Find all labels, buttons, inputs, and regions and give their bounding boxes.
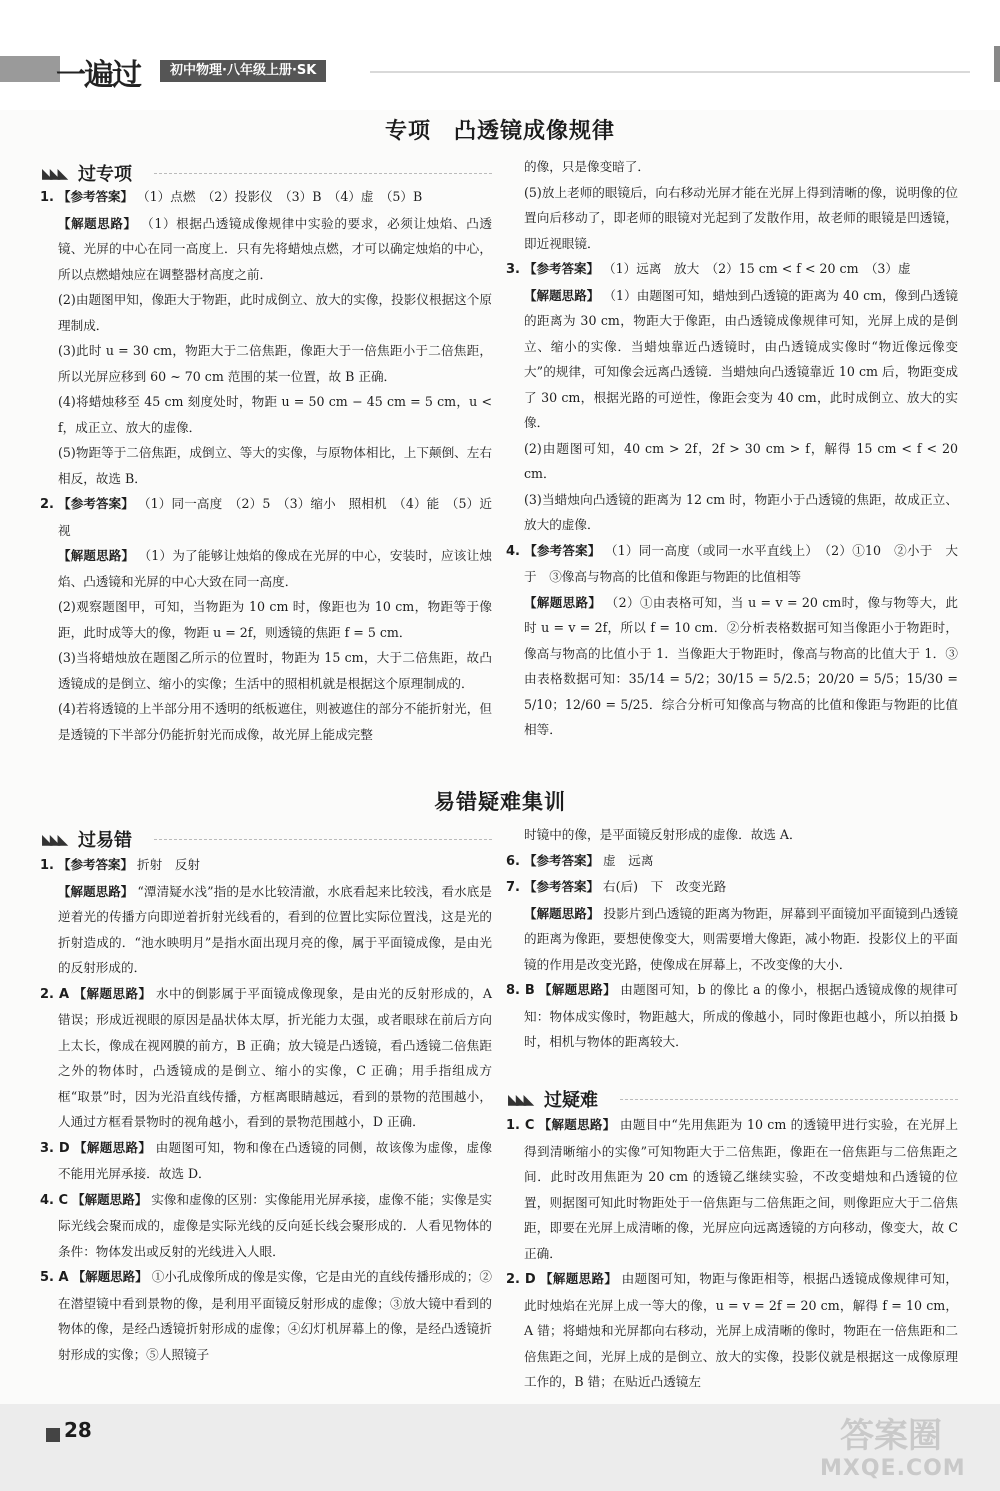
paragraph <box>40 1135 492 1187</box>
section-title-main: 专项 凸透镜成像规律 <box>384 119 615 144</box>
column-top-right <box>506 154 958 754</box>
paragraph-text: （1）为了能够让烛焰的像成在光屏的中心，安装时，应该让烛焰、凸透镜和光屏的中心大致在同一高度． <box>58 548 492 589</box>
paragraph-text: 由题图可知，b 的像比 a 的像小，根据凸透镜成像的规律可知：物体成实像时，物距越大，所成的像越小，同时像距也越小，所以拍摄 b 时，相机与物体的距离较大． <box>524 982 958 1049</box>
paragraph-text: (3)当蜡烛向凸透镜的距离为 12 cm 时，物距小于凸透镜的焦距，故成正立、放大的虚像． <box>524 491 958 532</box>
paragraph <box>506 283 958 436</box>
paragraph-text: 虚 远离 <box>603 852 654 868</box>
chevron-dots-icon: ◣◣◣ <box>508 1092 532 1108</box>
paragraph-text: 折射 反射 <box>137 857 200 872</box>
answer-tag: 【解题思路】 <box>524 287 600 303</box>
paragraph <box>40 1187 492 1265</box>
answer-tag: 【解题思路】 <box>58 883 134 899</box>
paragraph-text: （1）同一高度（或同一水平直线上） （2）①10 ②小于 大于 ③像高与物高的比值和像距与物距的比值相等 <box>524 542 958 584</box>
answer-tag: 【解题思路】 <box>73 985 152 1001</box>
answer-tag: 【解题思路】 <box>72 1191 148 1207</box>
edge-tab-mark <box>994 46 1000 82</box>
paragraph-text: 实像和虚像的区别：实像能用光屏承接，虚像不能；实像是实际光线会聚而成的，虚像是实际光线的反向延长线会聚形成的．人看见物体的条件：物体发出或反射的光线进入人眼． <box>58 1191 492 1259</box>
answer-tag: 【参考答案】 <box>524 852 600 868</box>
section-label: 过专项 <box>78 164 132 185</box>
page-number: 28 <box>64 1418 92 1442</box>
paragraph-text: （1）根据凸透镜成像规律中实验的要求，必须让烛焰、凸透镜、光屏的中心在同一高度上．只有先将蜡烛点燃，才可以确定烛焰的中心，所以点燃蜡烛应在调整器材高度之前． <box>58 215 492 282</box>
paragraph-text: 由题图可知，物和像在凸透镜的同侧，故该像为虚像，虚像不能用光屏承接．故选 D． <box>58 1139 492 1181</box>
paragraph-text: (4)将蜡烛移至 45 cm 刻度处时，物距 u = 50 cm − 45 cm = 5 cm，u < f，成正立、放大的虚像． <box>58 394 492 435</box>
paragraph <box>506 848 958 875</box>
paragraph-text: （1）点燃 （2）投影仪 （3）B （4）虚 （5）B <box>137 189 423 204</box>
dashed-rule <box>620 1099 958 1100</box>
paragraph <box>506 154 958 180</box>
paragraph <box>506 180 958 257</box>
dashed-rule <box>154 839 492 840</box>
paragraph-text: 水中的倒影属于平面镜成像现象，是由光的反射形成的，A 错误；形成近视眼的原因是晶状体太厚，折光能力太强，或者眼球在前后方向上太长，像成在视网膜的前方，B 正确；放大镜是凸透镜，看凸透镜二倍焦距之外的物体时，凸透镜成的是倒立、缩小的实像，C 正确；用手指组成方框“取景”时，因为光沿直线传播，方框离眼睛越远，看到的景物的范围越小，人通过方框看景物时的视角越小，看到的景物范围越小，D 正确． <box>58 985 492 1129</box>
paragraph <box>506 436 958 487</box>
paragraph <box>40 981 492 1135</box>
watermark-logo: 答案圈 <box>840 1416 942 1456</box>
answer-tag: 【解题思路】 <box>524 594 602 610</box>
paragraph <box>506 590 958 743</box>
section-label: 过易错 <box>78 830 132 851</box>
paragraph-text: （1）远离 放大 （2）15 cm < f < 20 cm （3）虚 <box>603 261 911 276</box>
paragraph-text: 由题图可知，物距与像距相等，根据凸透镜成像规律可知，此时烛焰在光屏上成一等大的像，u = v = 2f = 20 cm，解得 f = 10 cm，A 错；将蜡烛和光屏都向右移动，光屏上成清晰的像时，物距在一倍焦距和二倍焦距之间，光屏上成的是倒立、放大的实像，投影仪就是根据这一成像原理工作的，B 错；在贴近凸透镜左 <box>524 1271 958 1389</box>
paragraph-text: 投影片到凸透镜的距离为物距，屏幕到平面镜加平面镜到凸透镜的距离为像距，要想使像变大，则需要增大像距，减小物距．投影仪上的平面镜的作用是改变光路，使像成在屏幕上，不改变像的大小． <box>524 905 958 972</box>
paragraph-text: 右(后) 下 改变光路 <box>603 879 727 894</box>
chevron-dots-icon: ◣◣◣ <box>42 166 66 182</box>
paragraph <box>40 440 492 491</box>
answer-tag: 【参考答案】 <box>58 189 134 204</box>
watermark-url: MXQE.COM <box>820 1456 966 1481</box>
question-number: 3. D <box>40 1140 70 1156</box>
question-number: 3. <box>506 262 520 277</box>
answer-tag: 【参考答案】 <box>524 542 601 558</box>
answer-tag: 【参考答案】 <box>58 496 134 511</box>
question-number: 4. C <box>40 1192 69 1208</box>
section-label: 过疑难 <box>544 1090 598 1111</box>
paragraph <box>40 211 492 288</box>
question-number: 2. <box>40 497 54 512</box>
paragraph-text: （1）同一高度 （2）5 （3）缩小 照相机 （4）能 （5）近视 <box>58 496 492 538</box>
paragraph-text: 由题目中“先用焦距为 10 cm 的透镜甲进行实验，在光屏上得到清晰缩小的实像”可知物距大于二倍焦距，像距在一倍焦距与二倍焦距之间．此时改用焦距为 20 cm 的透镜乙继续实验，不改变蜡烛和凸透镜的位置，则据图可知此时物距处于一倍焦距与二倍焦距之间，则像距应大于二倍焦距，即要在光屏上成清晰的像，光屏应向远离透镜的方向移动，像变大，故 C 正确． <box>524 1117 958 1261</box>
answer-tag: 【解题思路】 <box>74 1139 152 1155</box>
paragraph <box>40 184 492 211</box>
question-number: 8. B <box>506 983 535 998</box>
answer-tag: 【解题思路】 <box>540 1271 618 1286</box>
paragraph <box>506 822 958 848</box>
paragraph <box>40 852 492 879</box>
dashed-rule <box>154 173 492 174</box>
answer-tag: 【解题思路】 <box>58 215 137 231</box>
paragraph <box>40 1264 492 1367</box>
paragraph-text: （2）①由表格可知，当 u = v = 20 cm时，像与物等大，此时 u = v = 2f，所以 f = 10 cm．②分析表格数据可知当像距小于物距时，像高与物高的比值小于 1．当像距大于物距时，像高与物高的比值大于 1．③由表格数据可知：35/14 = 5/2；30/15 = 5/2.5；20/20 = 5/5；15/30 = 5/10；12/60 = 5/25．综合分析可知像高与物高的比值和像距与物距的比值相等． <box>524 594 958 737</box>
paragraph-text: (2)由题图可知，40 cm > 2f，2f > 30 cm > f，解得 15 cm < f < 20 cm． <box>524 440 958 481</box>
answer-tag: 【解题思路】 <box>72 1269 148 1284</box>
series-tag: 初中物理·八年级上册·SK <box>160 60 326 82</box>
paragraph-text: （1）由题图可知，蜡烛到凸透镜的距离为 40 cm，像到凸透镜的距离为 30 cm，物距大于像距，由凸透镜成像规律可知，光屏上成的是倒立、缩小的实像．当蜡烛靠近凸透镜时，由凸透镜成实像时“物近像远像变大”的规律，可知像会远离凸透镜．当蜡烛向凸透镜靠近 10 cm 后，物距变成了 30 cm，根据光路的可逆性，像距会变为 40 cm，此时成倒立、放大的实像． <box>524 287 958 430</box>
paragraph <box>506 1112 958 1266</box>
paragraph <box>506 256 958 283</box>
answer-tag: 【解题思路】 <box>538 1117 616 1132</box>
paragraph <box>40 287 492 338</box>
question-number: 2. A <box>40 986 70 1002</box>
column-top-left <box>40 184 492 764</box>
paragraph <box>40 879 492 981</box>
paragraph-text: (4)若将透镜的上半部分用不透明的纸板遮住，则被遮住的部分不能折射光，但是透镜的下半部分仍能折射光而成像，故光屏上能成完整 <box>58 701 492 742</box>
page-number-marker <box>46 1428 60 1442</box>
section-head-guo-yi-cuo <box>42 826 492 852</box>
paragraph-text: 时镜中的像，是平面镜反射形成的虚像．故选 A． <box>524 827 802 842</box>
paragraph-text: (3)此时 u = 30 cm，物距大于二倍焦距，像距大于一倍焦距小于二倍焦距，所以光屏应移到 60 ~ 70 cm 范围的某一位置，故 B 正确． <box>58 343 492 384</box>
question-number: 1. C <box>506 1118 535 1133</box>
paragraph <box>40 594 492 645</box>
paragraph-text: ①小孔成像所成的像是实像，它是由光的直线传播形成的；②在潜望镜中看到景物的像，是利用平面镜反射形成的虚像；③放大镜中看到的物体的像，是经凸透镜折射形成的虚像；④幻灯机屏幕上的像，是经凸透镜折射形成的实像；⑤人照镜子 <box>58 1269 492 1362</box>
paragraph <box>506 1266 958 1395</box>
answer-tag: 【参考答案】 <box>58 857 134 872</box>
answer-tag: 【参考答案】 <box>524 879 600 894</box>
header-rule <box>370 71 970 73</box>
paragraph <box>506 901 958 978</box>
answer-tag: 【解题思路】 <box>539 982 616 997</box>
answer-tag: 【解题思路】 <box>524 905 600 921</box>
answer-tag: 【参考答案】 <box>524 261 600 276</box>
answer-tag: 【解题思路】 <box>58 548 135 563</box>
paragraph-text: (3)当将蜡烛放在题图乙所示的位置时，物距为 15 cm，大于二倍焦距，故凸透镜成的是倒立、缩小的实像；生活中的照相机就是根据这个原理制成的． <box>58 650 492 691</box>
column-bottom-right-a <box>506 822 958 1076</box>
header-band <box>0 0 1000 110</box>
question-number: 2. D <box>506 1272 536 1287</box>
paragraph <box>40 491 492 543</box>
question-number: 6. <box>506 853 520 869</box>
paragraph-text: (2)由题图甲知，像距大于物距，此时成倒立、放大的实像，投影仪根据这个原理制成． <box>58 292 492 333</box>
column-bottom-left <box>40 852 492 1400</box>
paragraph-text: 的像，只是像变暗了． <box>524 159 650 174</box>
column-bottom-right-b <box>506 1112 958 1402</box>
paragraph <box>40 389 492 440</box>
section-head-guo-yi-nan <box>508 1086 958 1112</box>
section-title-second: 易错疑难集训 <box>434 790 566 814</box>
paragraph <box>40 543 492 594</box>
brand-logo: 一遍过 <box>56 58 140 93</box>
paragraph-text: (5)放上老师的眼镜后，向右移动光屏才能在光屏上得到清晰的像，说明像的位置向后移动了，即老师的眼镜对光起到了发散作用，故老师的眼镜是凹透镜，即近视眼镜． <box>524 184 958 251</box>
paragraph-text: (2)观察题图甲，可知，当物距为 10 cm 时，像距也为 10 cm，物距等于像距，此时成等大的像，物距 u = 2f，则透镜的焦距 f = 5 cm． <box>58 599 492 640</box>
paragraph <box>506 487 958 538</box>
paragraph <box>506 538 958 590</box>
question-number: 5. A <box>40 1270 69 1285</box>
paragraph-text: (5)物距等于二倍焦距，成倒立、等大的实像，与原物体相比，上下颠倒、左右相反，故选 B． <box>58 445 492 486</box>
paragraph <box>40 338 492 389</box>
paragraph <box>506 977 958 1055</box>
question-number: 1. <box>40 858 54 873</box>
question-number: 4. <box>506 543 520 559</box>
chevron-dots-icon: ◣◣◣ <box>42 832 66 848</box>
paragraph-text: “潭清疑水浅”指的是水比较清澈，水底看起来比较浅，看水底是逆着光的传播方向即逆着折射光线看的，看到的位置比实际位置浅，这是光的折射造成的．“池水映明月”是指水面出现月亮的像，属于平面镜成像，是由光的反射形成的． <box>58 883 492 975</box>
header-grey-block <box>0 56 60 82</box>
question-number: 1. <box>40 190 54 205</box>
paragraph <box>40 696 492 747</box>
question-number: 7. <box>506 880 520 895</box>
paragraph <box>506 874 958 901</box>
paragraph <box>40 645 492 696</box>
section-head-guo-zhuan-xiang <box>42 160 492 186</box>
